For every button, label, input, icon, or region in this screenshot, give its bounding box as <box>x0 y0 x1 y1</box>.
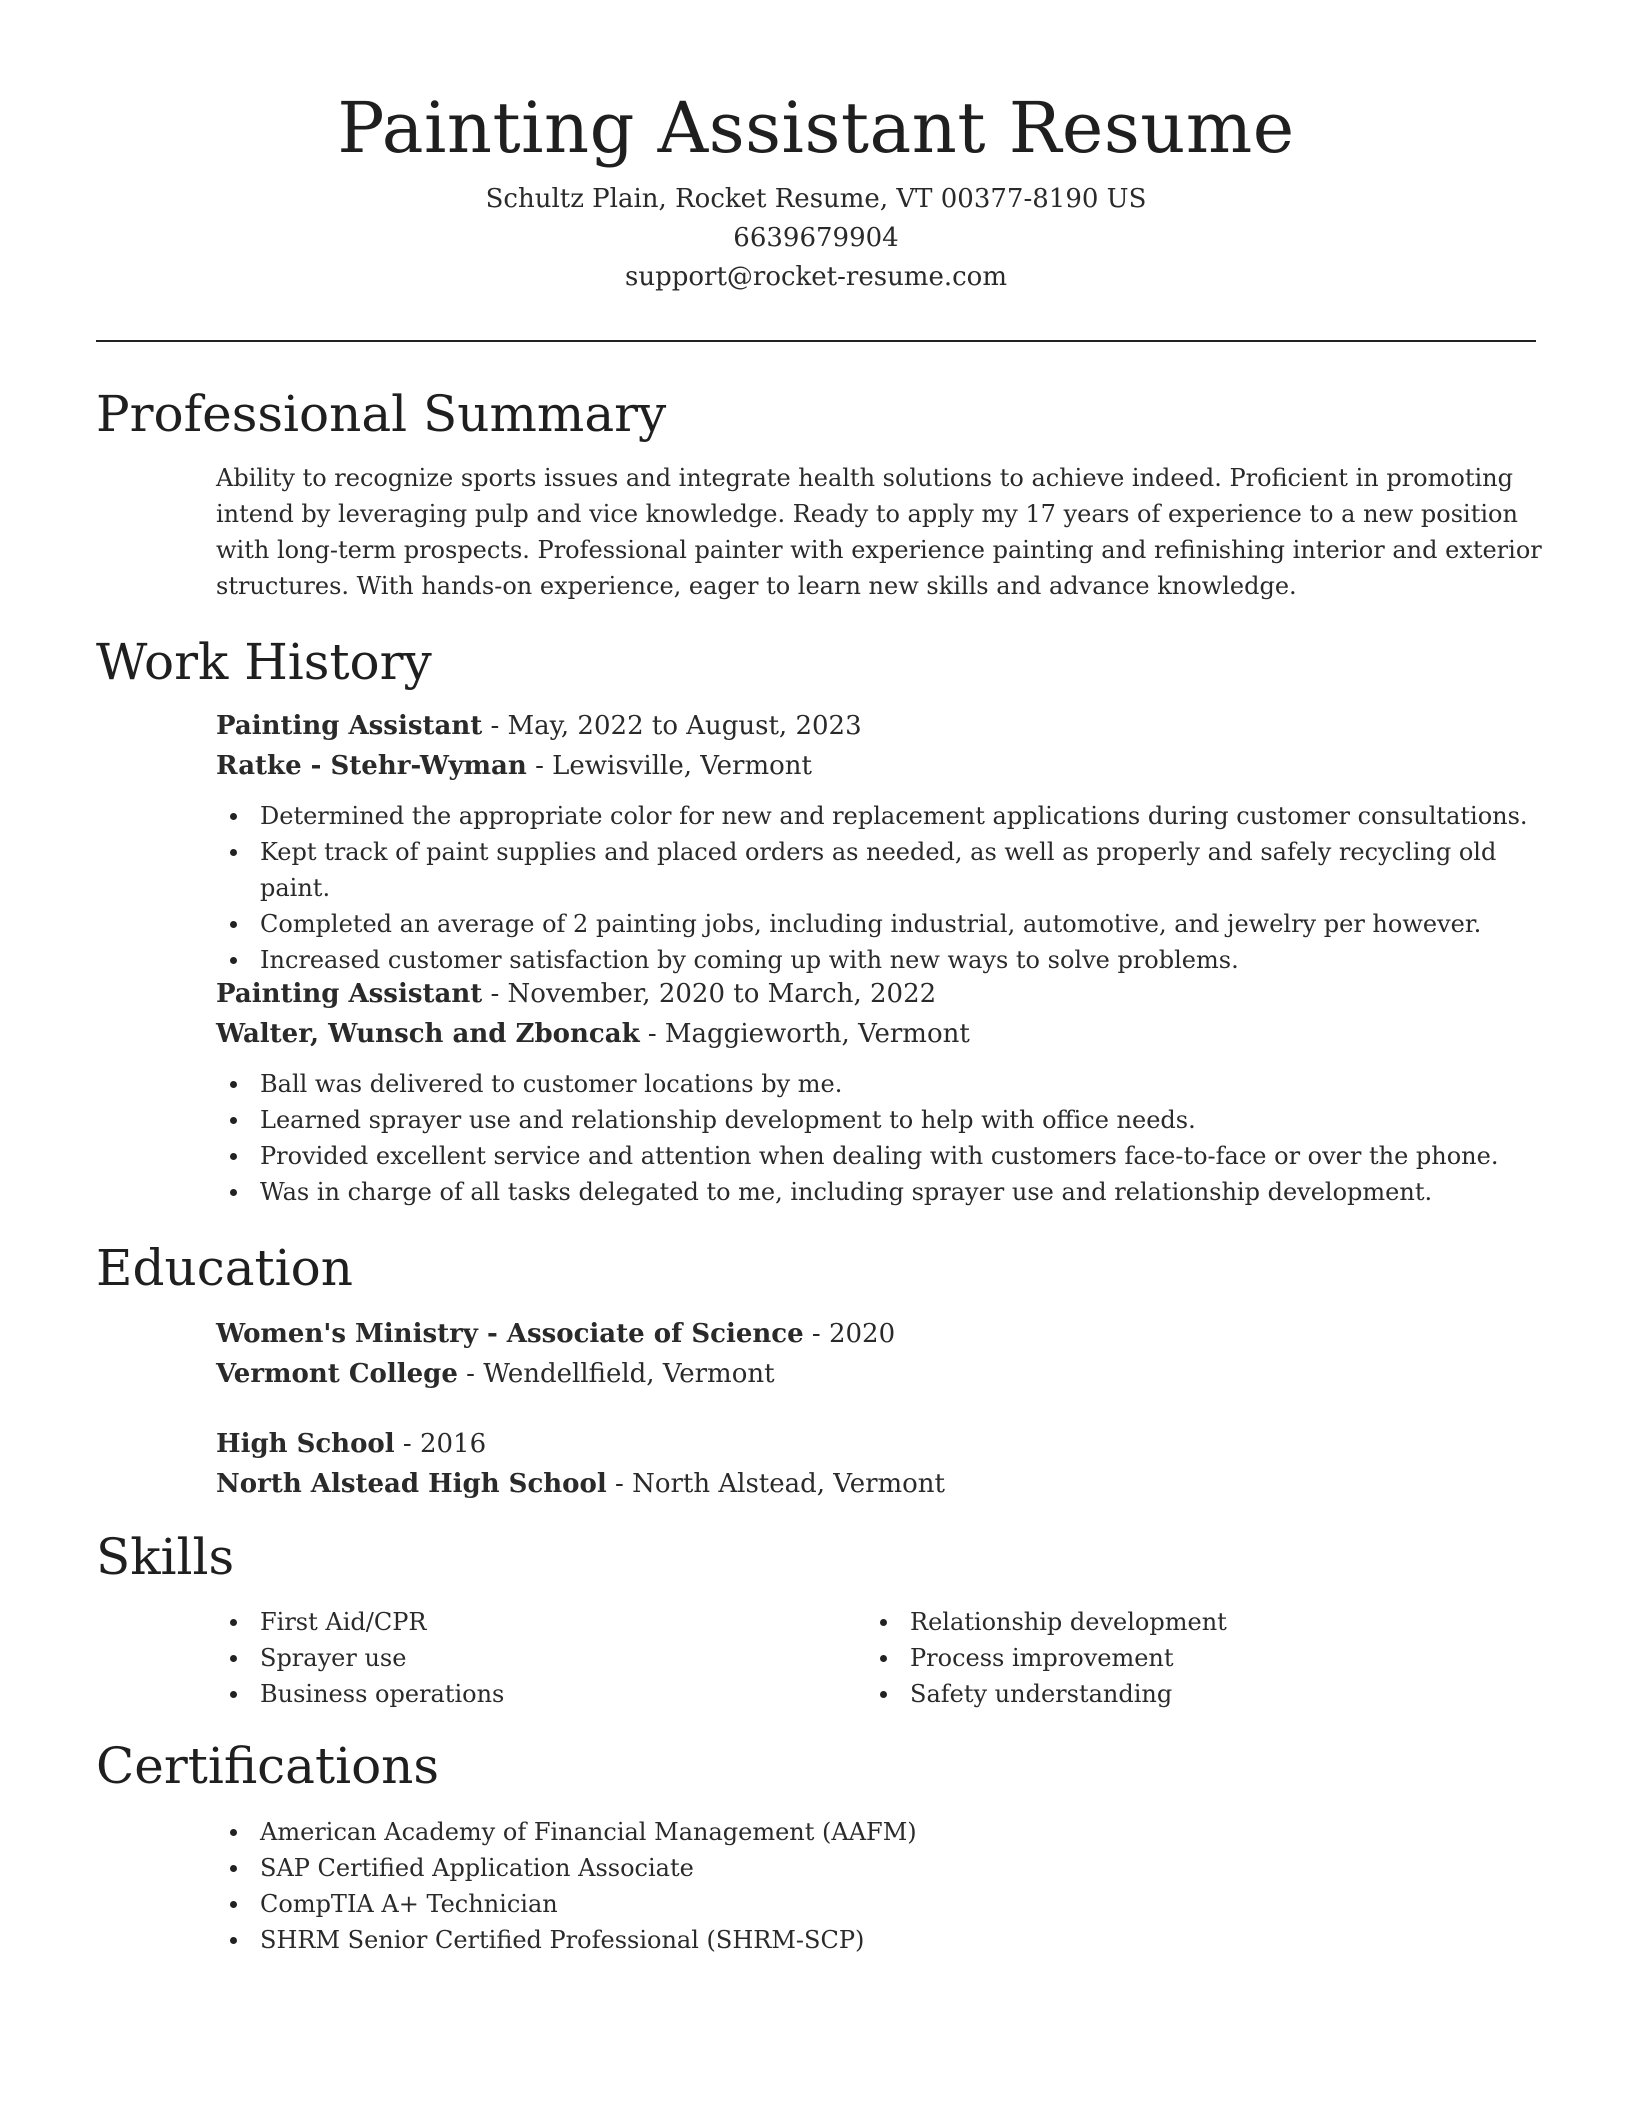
education-school-line <box>216 1464 1546 1504</box>
list-item: American Academy of Financial Management (AAFM) <box>216 1814 1546 1850</box>
email: support@rocket-resume.com <box>624 262 1007 292</box>
job-dates: - May, 2022 to August, 2023 <box>482 711 862 741</box>
resume-title: Painting Assistant Resume <box>337 87 1295 169</box>
job-employer <box>216 1014 1546 1054</box>
education-degree: High School <box>216 1429 395 1459</box>
education-heading <box>216 1314 1546 1354</box>
education-school-line <box>216 1354 1546 1394</box>
list-item: Determined the appropriate color for new and replacement applications during customer consultations. <box>216 798 1546 834</box>
list-item: Process improvement <box>866 1640 1516 1676</box>
list-item: Relationship development <box>866 1604 1516 1640</box>
list-item: Sprayer use <box>216 1640 866 1676</box>
education-year: - 2016 <box>394 1429 487 1459</box>
list-item: Was in charge of all tasks delegated to me, including sprayer use and relationship development. <box>216 1174 1546 1210</box>
education-location: - Wendellfield, Vermont <box>457 1359 775 1389</box>
list-item: SAP Certified Application Associate <box>216 1850 1546 1886</box>
job-position: Painting Assistant <box>216 979 483 1009</box>
job-heading <box>216 706 1546 746</box>
list-item: SHRM Senior Certified Professional (SHRM-SCP) <box>216 1922 1546 1958</box>
contact-info <box>0 180 1632 297</box>
section-title-skills: Skills <box>96 1528 235 1586</box>
list-item: Kept track of paint supplies and placed orders as needed, as well as properly and safely recycling old paint. <box>216 834 1546 906</box>
certifications-section <box>216 1814 1546 1958</box>
job-entry <box>216 706 1546 978</box>
list-item: Learned sprayer use and relationship development to help with office needs. <box>216 1102 1546 1138</box>
list-item: Safety understanding <box>866 1676 1516 1712</box>
education-entry <box>216 1424 1546 1504</box>
job-location: - Lewisville, Vermont <box>526 751 812 781</box>
list-item: First Aid/CPR <box>216 1604 866 1640</box>
list-item: Business operations <box>216 1676 866 1712</box>
skills-column-left <box>216 1604 866 1712</box>
section-title-certifications: Certifications <box>96 1737 440 1795</box>
list-item: Provided excellent service and attention when dealing with customers face-to-face or over the phone. <box>216 1138 1546 1174</box>
job-duties <box>216 798 1546 978</box>
list-item: Ball was delivered to customer locations by me. <box>216 1066 1546 1102</box>
section-title-work: Work History <box>96 633 432 691</box>
phone: 6639679904 <box>733 223 899 253</box>
skills-column-right <box>866 1604 1516 1712</box>
address: Schultz Plain, Rocket Resume, VT 00377-8190 US <box>485 184 1147 214</box>
resume-header <box>0 80 1632 297</box>
job-company: Ratke - Stehr-Wyman <box>216 751 527 781</box>
list-item: Completed an average of 2 painting jobs, including industrial, automotive, and jewelry per however. <box>216 906 1546 942</box>
summary-section <box>216 460 1546 604</box>
job-entry <box>216 974 1546 1210</box>
header-divider <box>96 340 1536 342</box>
education-school: North Alstead High School <box>216 1469 607 1499</box>
section-title-summary: Professional Summary <box>96 385 667 443</box>
summary-text: Ability to recognize sports issues and integrate health solutions to achieve indeed. Proficient in promoting intend by leveraging pulp and vice knowledge. Ready to apply my 17 years of experience to a new position with long-term prospects. Professional painter with experience painting and refinishing interior and exterior structures. With hands-on experience, eager to learn new skills and advance knowledge. <box>216 464 1542 600</box>
certifications-list <box>216 1814 1546 1958</box>
education-school: Vermont College <box>216 1359 458 1389</box>
section-title-education: Education <box>96 1239 353 1297</box>
job-position: Painting Assistant <box>216 711 483 741</box>
job-location: - Maggieworth, Vermont <box>639 1019 970 1049</box>
job-dates: - November, 2020 to March, 2022 <box>482 979 937 1009</box>
education-entry <box>216 1314 1546 1394</box>
job-heading <box>216 974 1546 1014</box>
job-company: Walter, Wunsch and Zboncak <box>216 1019 640 1049</box>
job-duties <box>216 1066 1546 1210</box>
list-item: Increased customer satisfaction by coming up with new ways to solve problems. <box>216 942 1546 978</box>
list-item: CompTIA A+ Technician <box>216 1886 1546 1922</box>
education-year: - 2020 <box>803 1319 896 1349</box>
job-employer <box>216 746 1546 786</box>
education-degree: Women's Ministry - Associate of Science <box>216 1319 804 1349</box>
education-heading <box>216 1424 1546 1464</box>
education-location: - North Alstead, Vermont <box>606 1469 946 1499</box>
skills-list <box>216 1604 1546 1712</box>
